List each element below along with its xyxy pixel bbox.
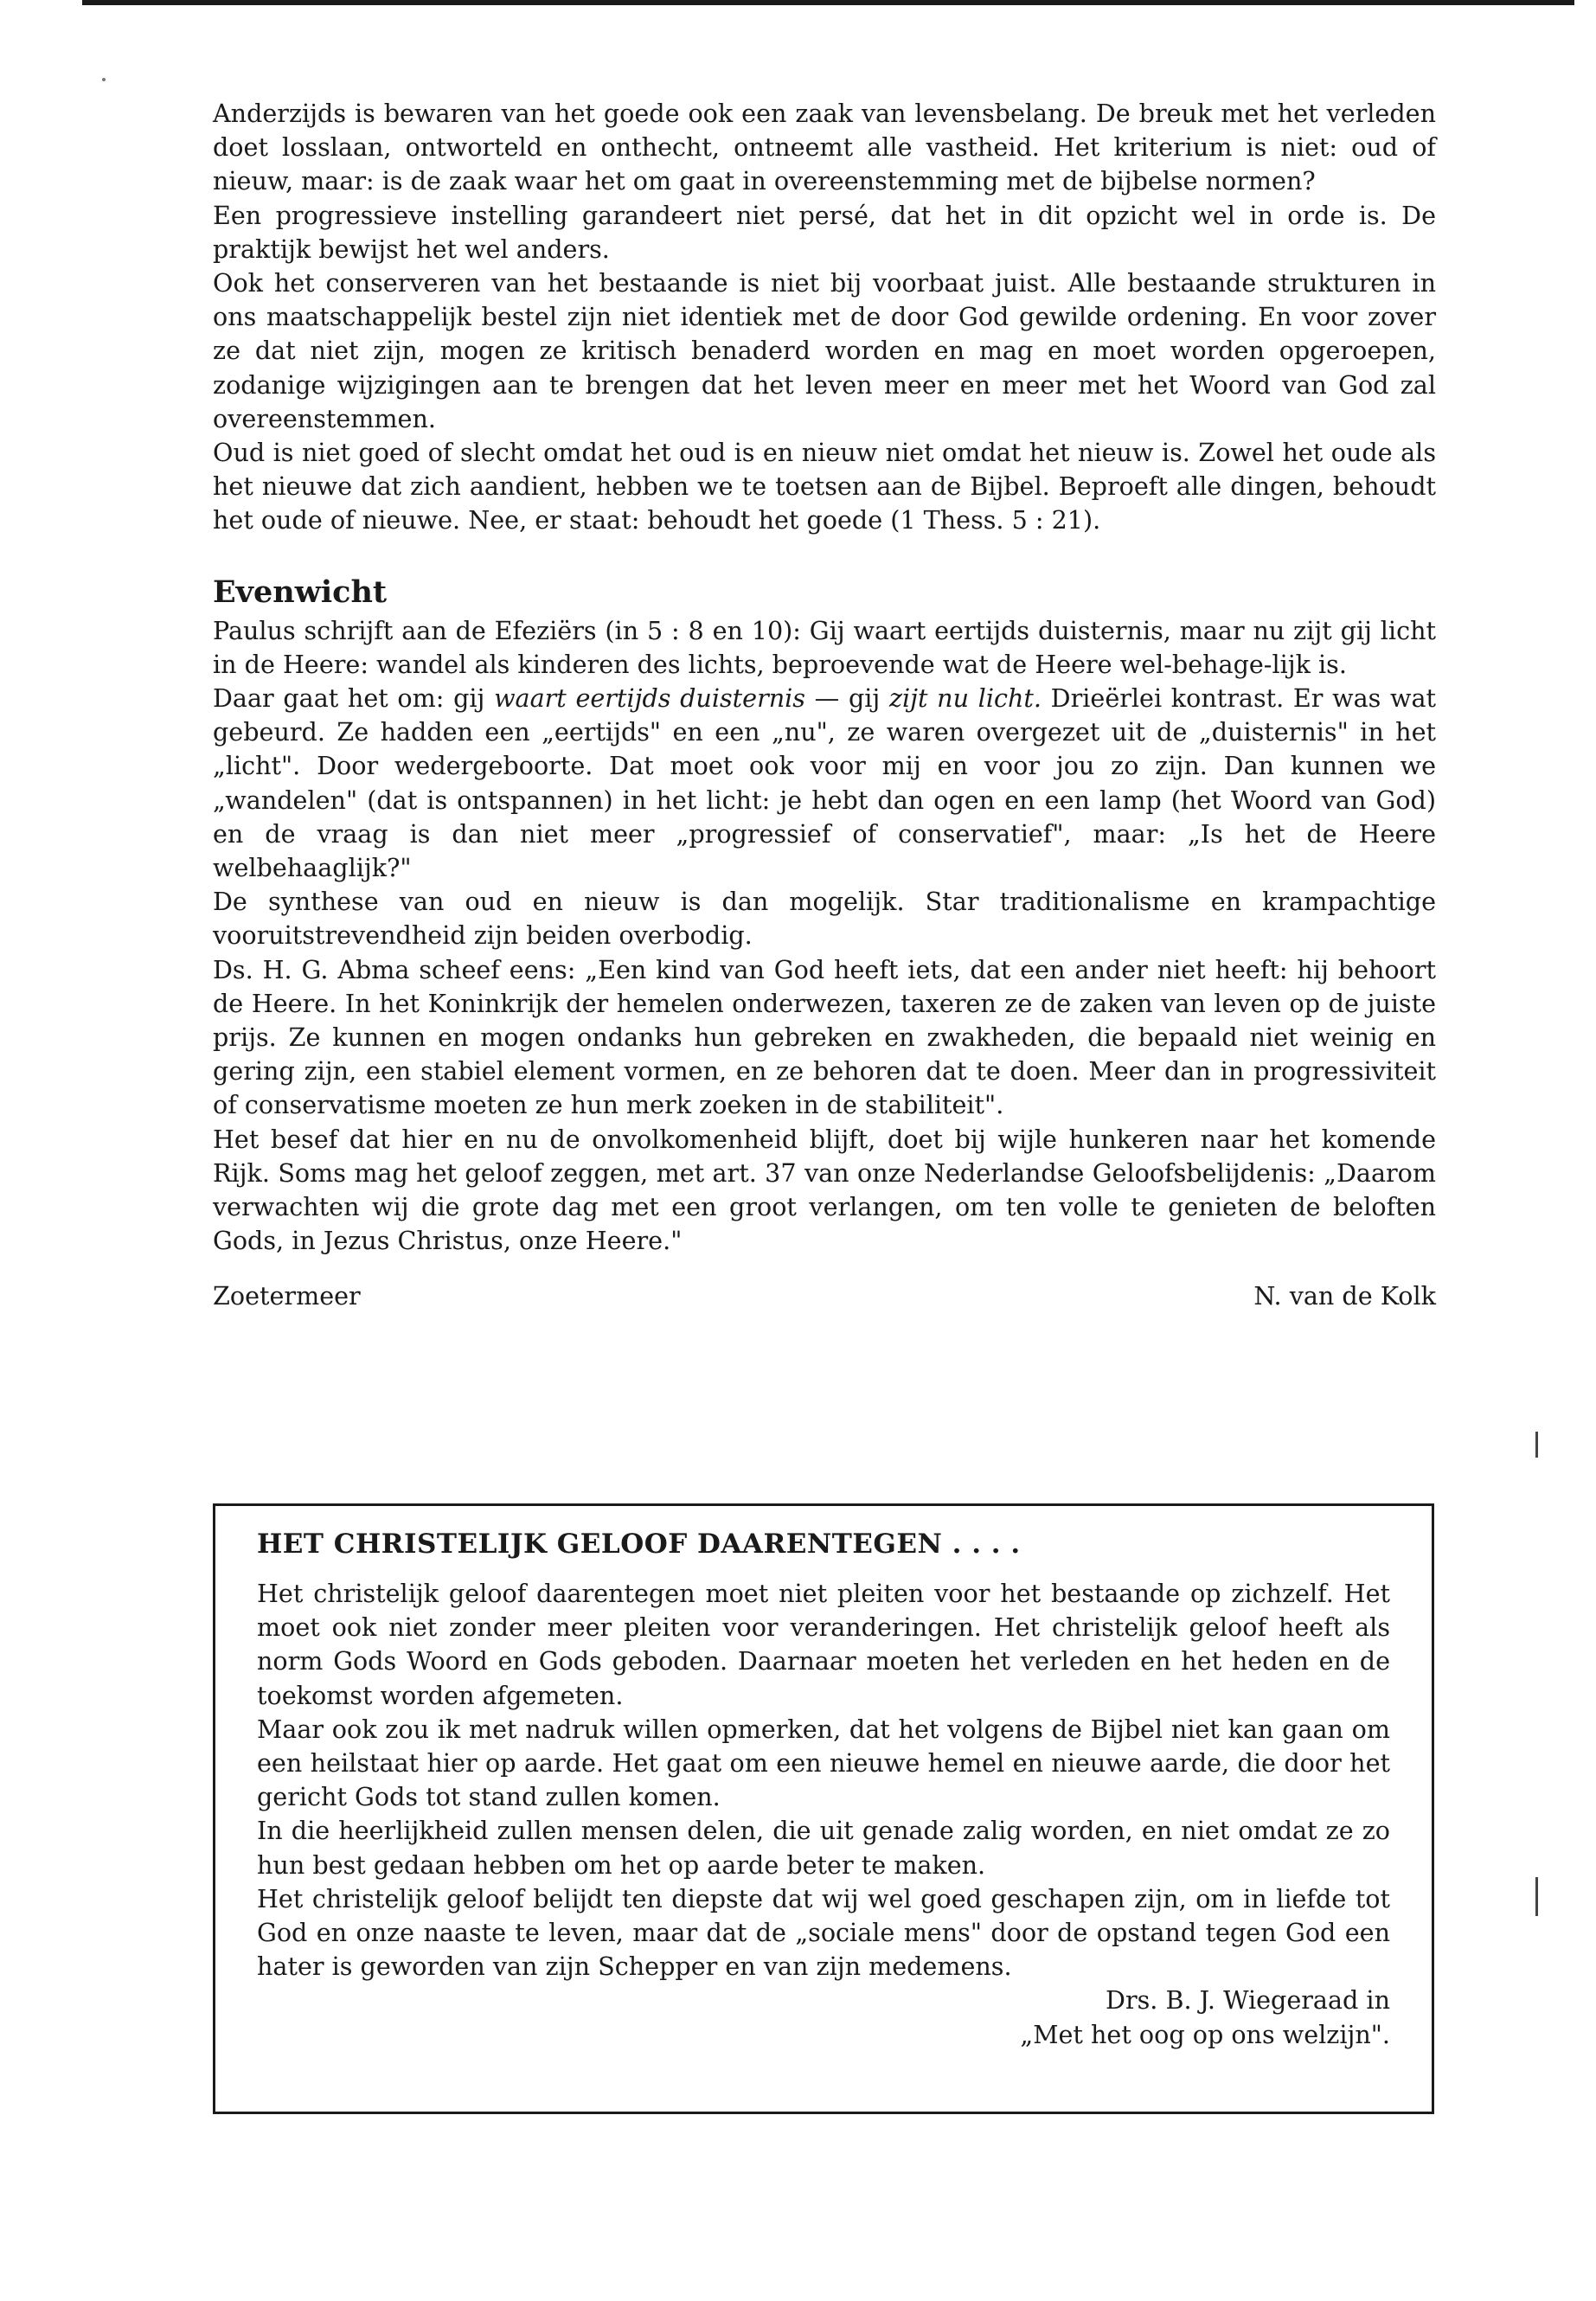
text-run: — gij	[805, 683, 889, 714]
paragraph: Het besef dat hier en nu de onvolkomenheid blijft, doet bij wijle hunkeren naar het komende Rijk. Soms mag het geloof zeggen, met art. 37 van onze Nederlandse Geloofsbelijdenis: „Daarom verwachten wij die grote dag met een groot verlangen, om ten volle te genieten de beloften Gods, in Jezus Christus, onze Heere."	[213, 1124, 1436, 1256]
section-heading: Evenwicht	[213, 574, 388, 610]
text-run: Daar gaat het om: gij	[213, 683, 495, 714]
italic-text: zijt nu licht.	[888, 683, 1042, 714]
box-paragraph: Het christelijk geloof belijdt ten diepste dat wij wel goed geschapen zijn, om in liefde tot God en onze naaste te leven, maar dat de „sociale mens" door de opstand tegen God een hater is geworden van zijn Schepper en van zijn medemens.	[257, 1883, 1390, 1982]
paragraph: Oud is niet goed of slecht omdat het oud is en nieuw niet omdat het nieuw is. Zowel het oude als het nieuwe dat zich aandient, hebben we te toetsen aan de Bijbel. Beproeft alle dingen, behoudt het oude of nieuwe. Nee, er staat: behoudt het goede (1 Thess. 5 : 21).	[213, 438, 1436, 535]
box-paragraph: In die heerlijkheid zullen mensen delen, die uit genade zalig worden, en niet omdat ze zo hun best gedaan hebben om het op aarde beter te maken.	[257, 1816, 1390, 1880]
paragraph: Paulus schrijft aan de Efeziërs (in 5 : 8 en 10): Gij waart eertijds duisternis, maar nu zijt gij licht in de Heere: wandel als kinderen des lichts, beproevende wat de Heere wel-behage-lijk is.	[213, 615, 1436, 679]
signature-author: N. van de Kolk	[1253, 1280, 1436, 1311]
margin-mark	[1535, 1877, 1538, 1916]
paragraph: Anderzijds is bewaren van het goede ook een zaak van levensbelang. De breuk met het verleden doet losslaan, ontworteld en onthecht, ontneemt alle vastheid. Het kriterium is niet: oud of nieuw, maar: is de zaak waar het om gaat in overeenstemming met de bijbelse normen?	[213, 99, 1436, 196]
paragraph: De synthese van oud en nieuw is dan mogelijk. Star traditionalisme en krampachtige vooruitstrevendheid zijn beiden overbodig.	[213, 887, 1436, 951]
top-border-rule	[82, 0, 1574, 5]
box-title: HET CHRISTELIJK GELOOF DAARENTEGEN . . . .	[257, 1529, 1021, 1560]
margin-mark	[1535, 1432, 1538, 1458]
paragraph: Ds. H. G. Abma scheef eens: „Een kind van God heeft iets, dat een ander niet heeft: hij behoort de Heere. In het Koninkrijk der hemelen onderwezen, taxeren ze de zaken van leven op de juiste prijs. Ze kunnen en mogen ondanks hun gebreken en zwakheden, die bepaald niet weinig en gering zijn, een stabiel element vormen, en ze behoren dat te doen. Meer dan in progressiviteit of conservatisme moeten ze hun merk zoeken in de stabiliteit".	[213, 954, 1436, 1120]
article-signature	[213, 1279, 1436, 1313]
article-body	[213, 97, 1436, 1313]
quote-box	[213, 1503, 1434, 2114]
quote-box-content	[257, 1527, 1390, 2052]
italic-text: waart eertijds duisternis	[494, 683, 805, 714]
paragraph: Een progressieve instelling garandeert niet persé, dat het in dit opzicht wel in orde is. De praktijk bewijst het wel anders.	[213, 200, 1436, 264]
paragraph	[213, 682, 1436, 885]
scan-speck	[102, 78, 106, 81]
text-run: Drieërlei kontrast. Er was wat gebeurd. Ze hadden een „eertijds" en een „nu", ze waren overgezet uit de „duisternis" in het „licht". Door wedergeboorte. Dat moet ook voor mij en voor jou zo zijn. Dan kunnen we „wandelen" (dat is ontspannen) in het licht: je hebt dan ogen en een lamp (het Woord van God) en de vraag is dan niet meer „progressief of conservatief", maar: „Is het de Heere welbehaaglijk?"	[213, 683, 1436, 883]
box-signature: Drs. B. J. Wiegeraad in	[1106, 1985, 1390, 2016]
box-source: „Met het oog op ons welzijn".	[1020, 2019, 1390, 2049]
paragraph: Ook het conserveren van het bestaande is niet bij voorbaat juist. Alle bestaande strukturen in ons maatschappelijk bestel zijn niet identiek met de door God gewilde ordening. En voor zover ze dat niet zijn, mogen ze kritisch benaderd worden en mag en moet worden opgeroepen, zodanige wijzigingen aan te brengen dat het leven meer en meer met het Woord van God zal overeenstemmen.	[213, 268, 1436, 433]
signature-place: Zoetermeer	[213, 1280, 361, 1311]
box-paragraph: Maar ook zou ik met nadruk willen opmerken, dat het volgens de Bijbel niet kan gaan om een heilstaat hier op aarde. Het gaat om een nieuwe hemel en nieuwe aarde, die door het gericht Gods tot stand zullen komen.	[257, 1714, 1390, 1812]
box-paragraph: Het christelijk geloof daarentegen moet niet pleiten voor het bestaande op zichzelf. Het moet ook niet zonder meer pleiten voor veranderingen. Het christelijk geloof heeft als norm Gods Woord en Gods geboden. Daarnaar moeten het verleden en het heden en de toekomst worden afgemeten.	[257, 1579, 1390, 1710]
